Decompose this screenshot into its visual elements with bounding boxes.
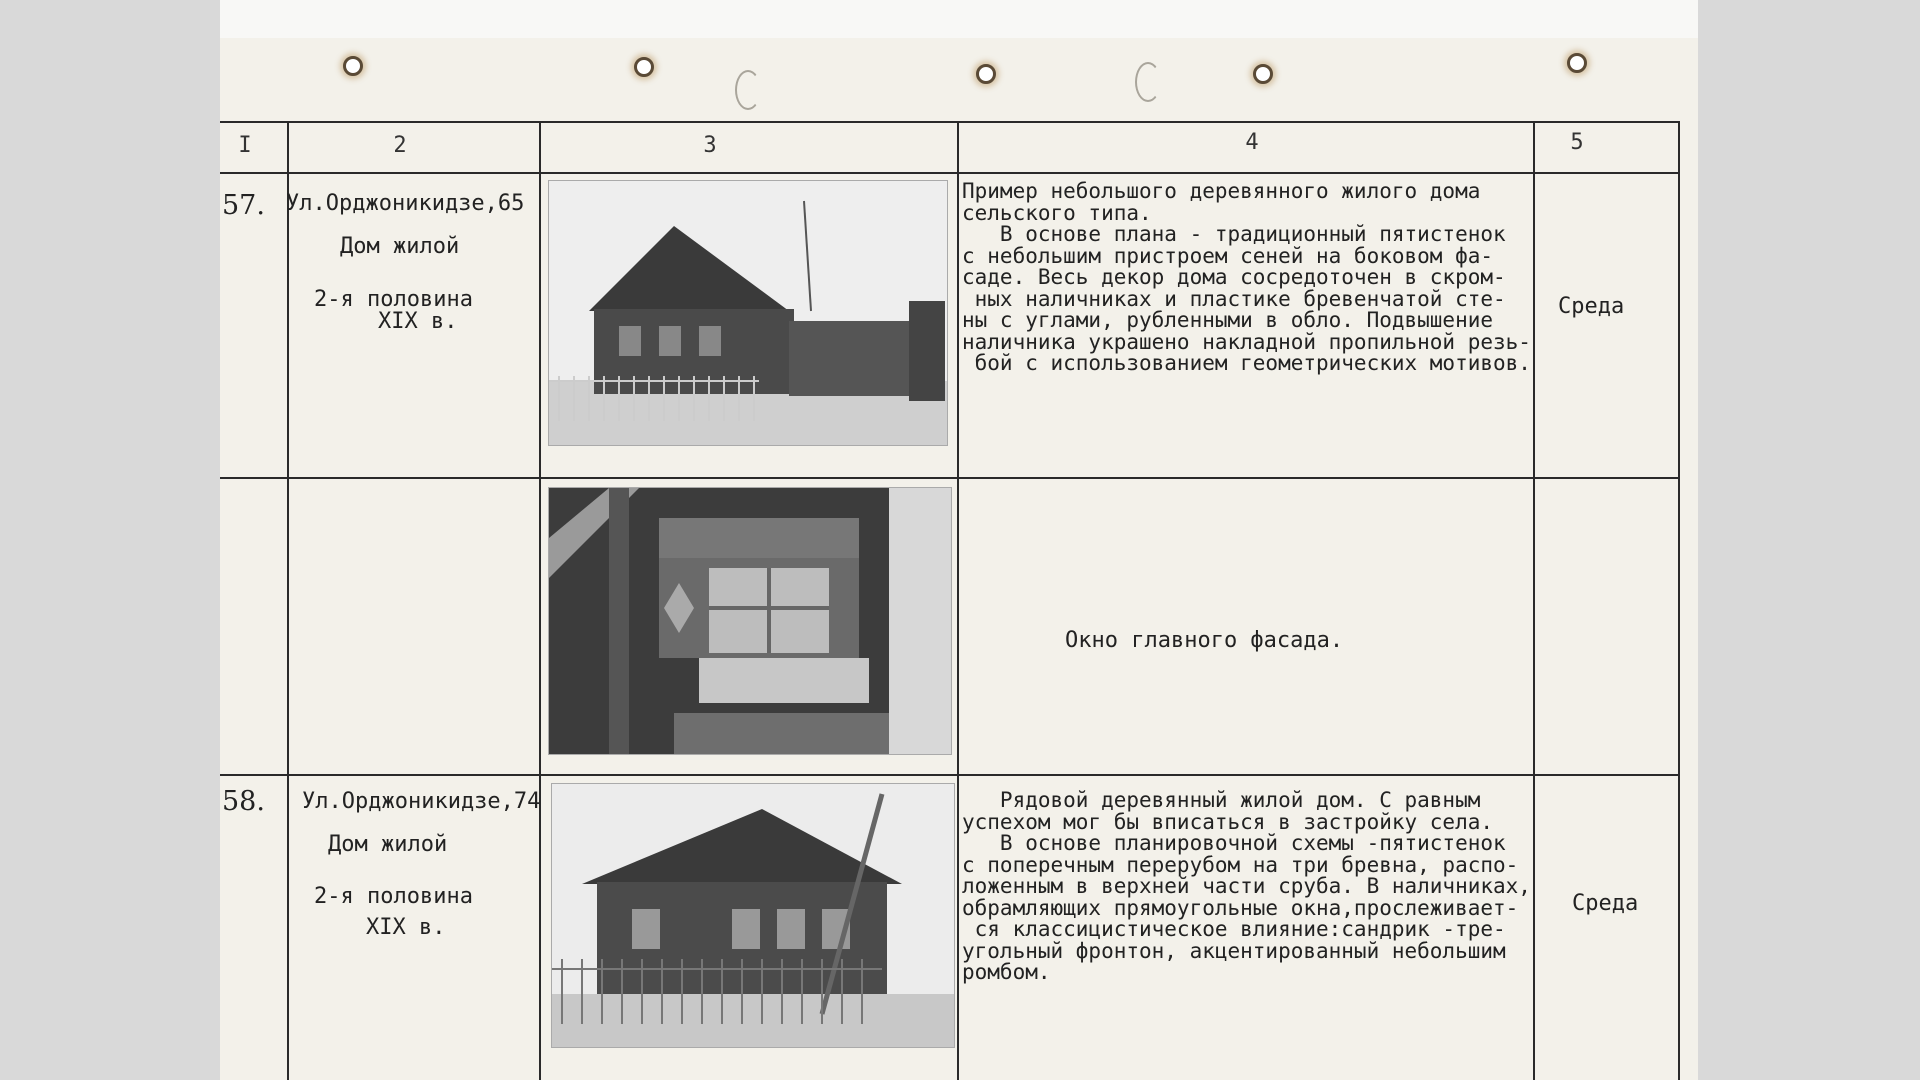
house-photo [551, 783, 955, 1048]
column-divider [287, 121, 289, 1080]
photo-caption: Окно главного фасада. [1065, 628, 1344, 653]
column-header-1: I [238, 133, 252, 158]
column-divider [539, 121, 541, 1080]
entry-description: Пример небольшого деревянного жилого дома сельского типа. В основе плана - традиционный пятистенок с небольшим пристроем сеней на боковом фа- саде. Весь декор дома сосредоточен в скром- ных наличниках и пластике бревенчатой сте- ны с углами, рубленными в обло. Подвышение наличника украшено накладной пропильной резь- бой с использованием геометрических мотивов. [962, 179, 1531, 375]
entry-category: Среда [1558, 294, 1625, 319]
column-header-3: 3 [703, 133, 717, 158]
column-divider [957, 121, 959, 1080]
column-header-5: 5 [1570, 130, 1584, 155]
column-divider [1533, 121, 1535, 1080]
entry-number: 57. [222, 190, 265, 221]
entry-date-century: XIX в. [366, 915, 446, 940]
entry-number: 58. [222, 786, 265, 817]
entry-type: Дом жилой [328, 832, 448, 857]
entry-address: Ул.Орджоникидзе,65 [286, 191, 525, 216]
entry-description: Рядовой деревянный жилой дом. С равным успехом мог бы вписаться в застройку села. В основе планировочной схемы -пятистенок с поперечным перерубом на три бревна, распо- ложенным в верхней части сруба. В наличниках, обрамляющих прямоугольные окна,прослеживает- ся классицистическое влияние:сандрик -тре- угольный фронтон, акцентированный небольшим ромбом. [962, 788, 1531, 984]
header-divider [220, 172, 1680, 174]
scan-background-right [1698, 0, 1920, 1080]
punch-hole [634, 57, 654, 77]
column-header-4: 4 [1245, 130, 1259, 155]
entry-date: 2-я половина [314, 287, 473, 312]
punch-hole [343, 56, 363, 76]
row-divider [220, 774, 1680, 776]
sheet-top-strip [220, 0, 1698, 38]
entry-category: Среда [1572, 891, 1639, 916]
ring-mark [1135, 62, 1161, 102]
punch-hole [976, 64, 996, 84]
row-divider [220, 477, 1680, 479]
scan-background-left [0, 0, 220, 1080]
table-top-border [220, 121, 1680, 123]
entry-type: Дом жилой [340, 234, 460, 259]
entry-date-century: XIX в. [378, 309, 458, 334]
entry-address: Ул.Орджоникидзе,74 [302, 789, 541, 814]
punch-hole [1567, 53, 1587, 73]
punch-hole [1253, 64, 1273, 84]
house-photo [548, 180, 948, 446]
window-photo [548, 487, 952, 755]
ring-mark [735, 70, 761, 110]
entry-date: 2-я половина [314, 884, 473, 909]
column-header-2: 2 [393, 133, 407, 158]
column-divider [1678, 121, 1680, 1080]
